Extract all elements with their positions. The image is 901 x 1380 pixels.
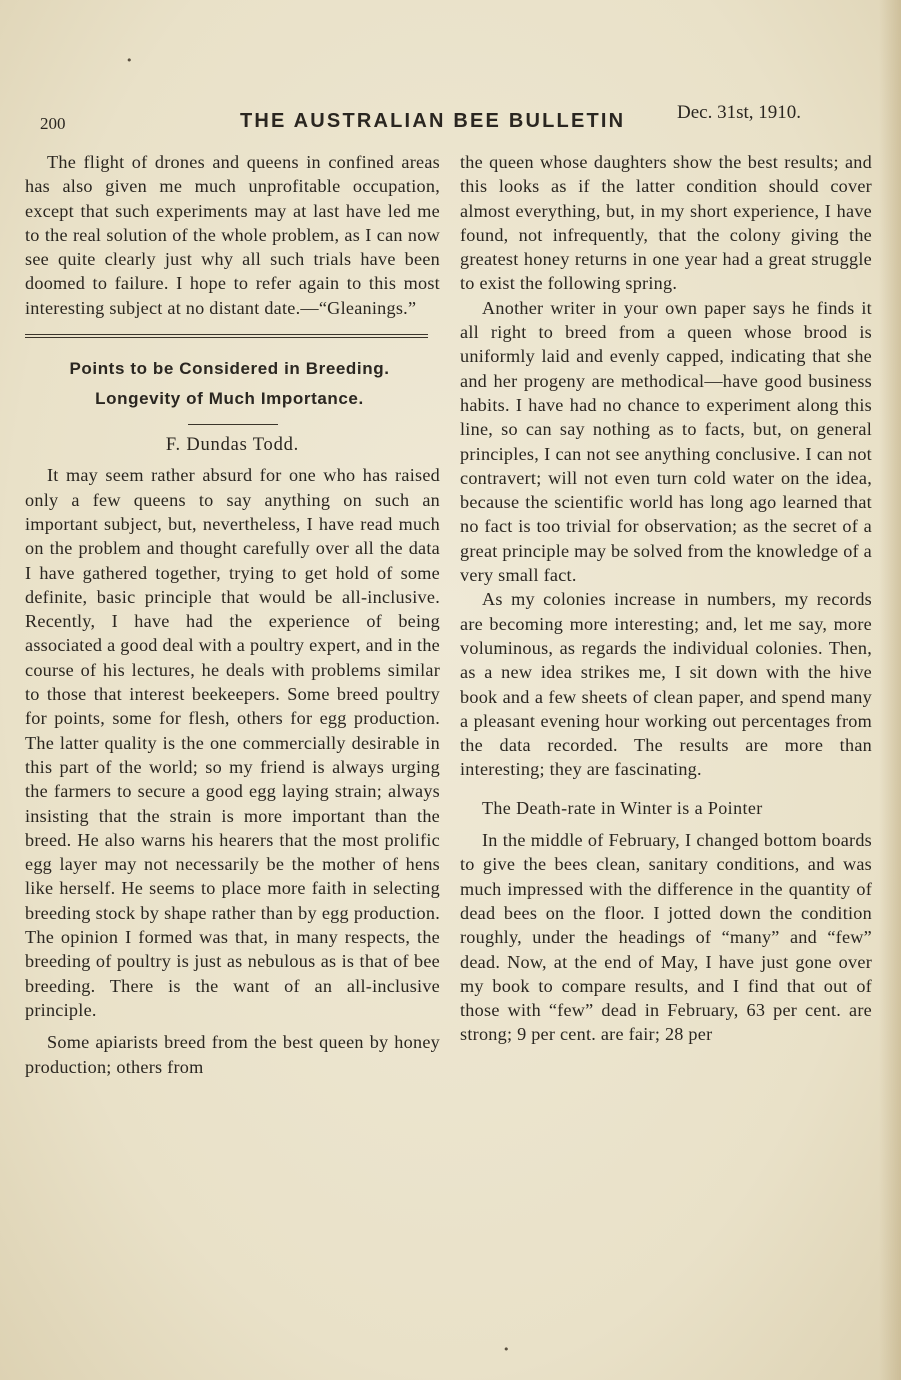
page-number: 200 bbox=[40, 114, 66, 133]
right-column bbox=[460, 150, 872, 1047]
article-author: F. Dundas Todd. bbox=[165, 435, 300, 456]
article-heading-line2: Longevity of Much Importance. bbox=[95, 389, 364, 409]
body-paragraph-5: In the middle of February, I changed bottom boards to give the bees clean, sanitary conditions, and was much impressed with the difference in the quantity of dead bees on the floor. I jotted down the condition roughly, under the headings of “many” and “few” dead. Now, at the end of May, I have just gone over my book to compare results, and I find that out of those with “few” dead in February, 63 per cent. are strong; 9 per cent. are fair; 28 per bbox=[460, 830, 872, 1045]
left-column bbox=[25, 150, 440, 1079]
body-paragraph-2-continued: the queen whose daughters show the best results; and this looks as if the latter condition should cover almost everything, but, in my short experience, I have found, not infrequently, that the colony giving the greatest honey returns in one year had a great struggle to exist the following spring. bbox=[460, 152, 872, 294]
page-edge-shadow bbox=[879, 0, 901, 1380]
section-divider bbox=[25, 334, 428, 338]
page-header bbox=[40, 100, 840, 136]
body-paragraph-4: As my colonies increase in numbers, my records are becoming more interesting; and, let me say, more voluminous, as regards the individual colonies. Then, as a new idea strikes me, I sit down with the hive book and a few sheets of clean paper, and spend many a pleasant evening hour working out percentages from the data recorded. The results are more than interesting; they are fascinating. bbox=[460, 589, 872, 780]
intro-paragraph: The flight of drones and queens in confined areas has also given me much unprofitable occupation, except that such experiments may at last have led me to the real solution of the whole problem, as I can now see quite clearly just why all such trials have been doomed to failure. I hope to refer again to this most interesting subject at no distant date.—“Gleanings.” bbox=[25, 152, 440, 318]
body-paragraph-3: Another writer in your own paper says he finds it all right to breed from a queen whose brood is uniformly laid and evenly capped, indicating that she and her progeny are methodical—have good business habits. I have had no chance to experiment along this line, so can say nothing as to facts, but, on general principles, I can not see anything conclusive. I can not contravert; will not even turn cold water on the idea, because the scientific world has long ago learned that no fact is too trivial for observation; as the secret of a great principle may be solved from the knowledge of a very small fact. bbox=[460, 297, 872, 586]
publication-title: THE AUSTRALIAN BEE BULLETIN bbox=[240, 110, 626, 132]
paper-speck: • bbox=[503, 1343, 510, 1356]
article-heading-line1: Points to be Considered in Breeding. bbox=[69, 359, 390, 379]
heading-rule bbox=[188, 424, 278, 425]
issue-date: Dec. 31st, 1910. bbox=[677, 102, 802, 123]
paper-speck: • bbox=[126, 54, 133, 67]
section-subheading: The Death-rate in Winter is a Pointer bbox=[482, 797, 763, 818]
body-paragraph-1: It may seem rather absurd for one who has raised only a few queens to say anything on such an important subject, but, nevertheless, I have read much on the problem and thought carefully over all the data I have gathered together, trying to get hold of some definite, basic principle that would be all-inclusive. Recently, I have had the experience of being associated a good deal with a poultry expert, and in the course of his lectures, he deals with problems similar to those that interest beekeepers. Some breed poultry for points, some for flesh, others for egg production. The latter quality is the one commercially desirable in this part of the world; so my friend is always urging the farmers to secure a good egg laying strain; always insisting that the strain is more important than the breed. He also warns his hearers that the most prolific egg layer may not necessarily be the mother of hens like herself. He seems to place more faith in selecting breeding stock by shape rather than by egg production. The opinion I formed was that, in many respects, the breeding of poultry is just as nebulous as is that of bee breeding. There is the want of an all-inclusive principle. bbox=[25, 465, 440, 1020]
body-paragraph-2-start: Some apiarists breed from the best queen by honey production; others from bbox=[25, 1032, 440, 1077]
